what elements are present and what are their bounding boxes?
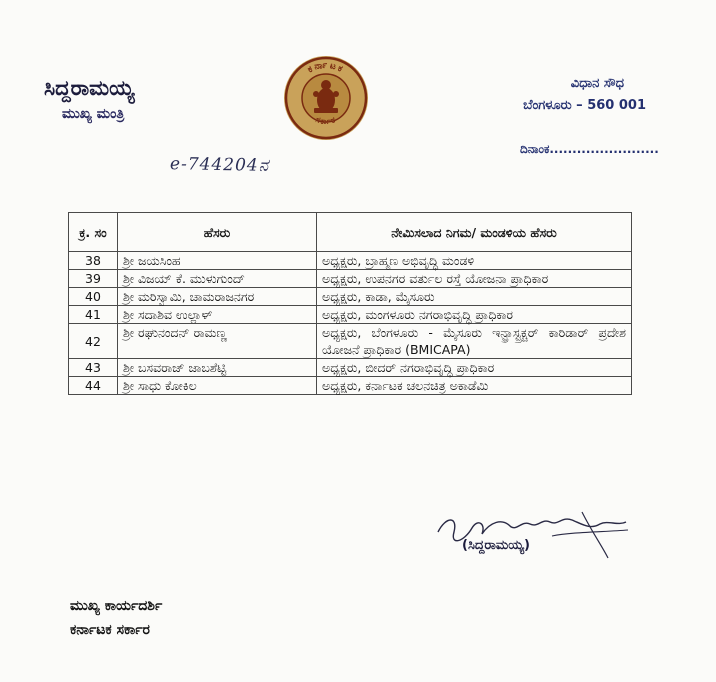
sender-name: ಸಿದ್ದರಾಮಯ್ಯ (44, 76, 135, 100)
row-post: ಅಧ್ಯಕ್ಷರು, ಬೀದರ್ ನಗರಾಭಿವೃದ್ಧಿ ಪ್ರಾಧಿಕಾರ (317, 359, 632, 377)
row-sno: 44 (69, 377, 118, 395)
row-sno: 39 (69, 270, 118, 288)
row-name: ಶ್ರೀ ಬಸವರಾಜ್ ಜಾಬಶೆಟ್ಟಿ (118, 359, 317, 377)
header-post: ನೇಮಿಸಲಾದ ನಿಗಮ/ ಮಂಡಳಿಯ ಹೆಸರು (317, 213, 632, 252)
table-row (69, 288, 632, 306)
row-name: ಶ್ರೀ ರಘುನಂದನ್ ರಾಮಣ್ಣ (118, 324, 317, 359)
row-post: ಅಧ್ಯಕ್ಷರು, ಮಂಗಳೂರು ನಗರಾಭಿವೃದ್ಧಿ ಪ್ರಾಧಿಕಾರ (317, 306, 632, 324)
table-header-row (69, 213, 632, 252)
row-post: ಅಧ್ಯಕ್ಷರು, ಬ್ರಾಹ್ಮಣ ಅಭಿವೃದ್ಧಿ ಮಂಡಳಿ (317, 252, 632, 270)
row-post: ಅಧ್ಯಕ್ಷರು, ಬೆಂಗಳೂರು - ಮೈಸೂರು ಇನ್ಫ್ರಾಸ್ಟ್ರಕ್ಚರ್ ಕಾರಿಡಾರ್ ಪ್ರದೇಶ ಯೋಜನೆ ಪ್ರಾಧಿಕಾರ (BMICAPA) (317, 324, 632, 359)
table-row (69, 306, 632, 324)
header-sno: ಕ್ರ. ಸಂ (69, 213, 118, 252)
row-post: ಅಧ್ಯಕ್ಷರು, ಉಪನಗರ ವರ್ತುಲ ರಸ್ತೆ ಯೋಜನಾ ಪ್ರಾಧಿಕಾರ (317, 270, 632, 288)
row-sno: 40 (69, 288, 118, 306)
date-label: ದಿನಾಂಕ........................ (520, 142, 659, 156)
recipient-line-2: ಕರ್ನಾಟಕ ಸರ್ಕಾರ (70, 622, 150, 638)
sender-title: ಮುಖ್ಯ ಮಂತ್ರಿ (62, 106, 125, 122)
row-post: ಅಧ್ಯಕ್ಷರು, ಕರ್ನಾಟಕ ಚಲನಚಿತ್ರ ಅಕಾಡೆಮಿ (317, 377, 632, 395)
seal-text-bottom: ಸರ್ಕಾರ (314, 114, 338, 126)
table-row (69, 324, 632, 359)
row-sno: 38 (69, 252, 118, 270)
table-row (69, 359, 632, 377)
address-line-2: ಬೆಂಗಳೂರು – 560 001 (523, 98, 646, 113)
row-sno: 42 (69, 324, 118, 359)
seal-text-top: ಕರ್ನಾಟಕ (306, 60, 346, 76)
appointments-table (68, 212, 632, 395)
row-name: ಶ್ರೀ ವಿಜಯ್ ಕೆ. ಮುಳುಗುಂದ್ (118, 270, 317, 288)
header-name: ಹೆಸರು (118, 213, 317, 252)
row-sno: 41 (69, 306, 118, 324)
row-name: ಶ್ರೀ ಸದಾಶಿವ ಉಲ್ಲಾಳ್ (118, 306, 317, 324)
address-line-1: ವಿಧಾನ ಸೌಧ (570, 76, 624, 91)
table-row (69, 377, 632, 395)
handwritten-reference: e-744204ನ (169, 154, 270, 176)
table-row (69, 270, 632, 288)
table-row (69, 252, 632, 270)
recipient-line-1: ಮುಖ್ಯ ಕಾರ್ಯದರ್ಶಿ (70, 598, 163, 614)
row-name: ಶ್ರೀ ಜಯಸಿಂಹ (118, 252, 317, 270)
row-post: ಅಧ್ಯಕ್ಷರು, ಕಾಡಾ, ಮೈಸೂರು (317, 288, 632, 306)
signature-icon (432, 502, 632, 562)
row-name: ಶ್ರೀ ಸಾಧು ಕೋಕಿಲ (118, 377, 317, 395)
government-seal-icon (282, 54, 370, 142)
row-sno: 43 (69, 359, 118, 377)
row-name: ಶ್ರೀ ಮರಿಸ್ವಾಮಿ, ಚಾಮರಾಜನಗರ (118, 288, 317, 306)
signatory-name: (ಸಿದ್ದರಾಮಯ್ಯ) (462, 538, 530, 553)
